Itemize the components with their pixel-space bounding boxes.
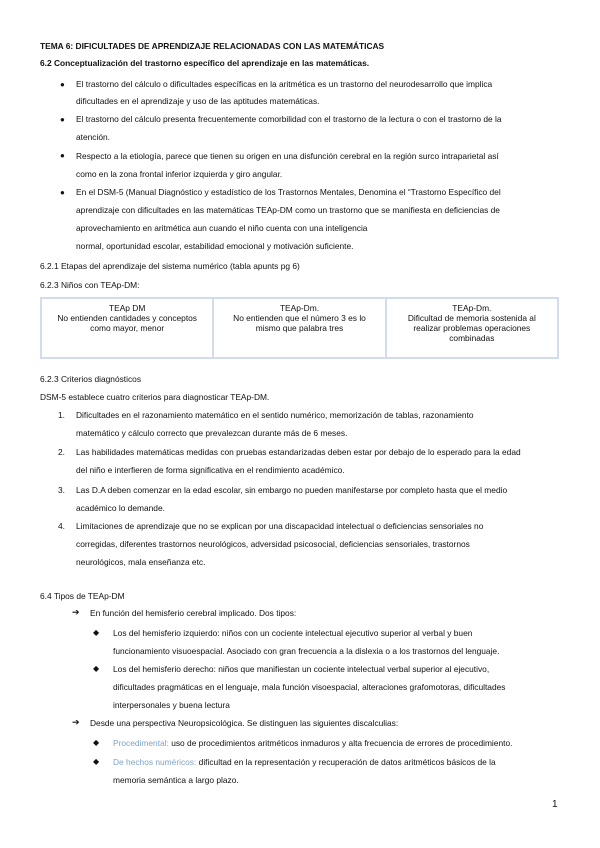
diamond-bullet-icon: ◆ bbox=[93, 628, 100, 637]
hemisferio-izq-line-2: funcionamiento visuoespacial. Asociado con gran frecuencia a la dislexia o a los trastornos del lenguaje. bbox=[113, 646, 500, 656]
diamond-bullet-icon: ◆ bbox=[93, 664, 100, 673]
hechos-numericos-term: De hechos numéricos: bbox=[113, 757, 197, 767]
hechos-numericos-line-2: memoria semántica a largo plazo. bbox=[113, 775, 239, 785]
procedimental-line bbox=[113, 738, 512, 749]
section-6-2-1-title: 6.2.1 Etapas del aprendizaje del sistema numérico (tabla apunts pg 6) bbox=[40, 261, 300, 271]
bullet-icon: ● bbox=[60, 115, 65, 124]
diamond-bullet-icon: ◆ bbox=[93, 738, 100, 747]
teap-table bbox=[40, 297, 559, 359]
criterio-1-line-1: Dificultades en el razonamiento matemático en el sentido numérico, memorización de tablas, razonamiento bbox=[76, 410, 474, 420]
bullet-4-line-2: aprendizaje con dificultades en las matemáticas TEAp-DM como un trastorno que se manifiesta en deficiencias de bbox=[76, 205, 500, 215]
hemisferio-izq-line-1: Los del hemisferio izquierdo: niños con un cociente intelectual ejecutivo superior al verbal y buen bbox=[113, 628, 473, 638]
hemisferio-der-line-2: dificultades pragmáticas en el lenguaje, mala función visoespacial, alteraciones grafomotoras, dificultades bbox=[113, 682, 506, 692]
diamond-bullet-icon: ◆ bbox=[93, 757, 100, 766]
bullet-icon: ● bbox=[60, 80, 65, 89]
hemisferio-der-line-3: interpersonales y buena lectura bbox=[113, 700, 230, 710]
criterio-2-line-2: del niño e interfieren de forma significativa en el rendimiento académico. bbox=[76, 465, 345, 475]
hechos-numericos-desc: dificultad en la representación y recuperación de datos aritméticos básicos de la bbox=[198, 757, 496, 767]
criterio-3-line-2: académico lo demande. bbox=[76, 503, 165, 513]
cell-line: Dificultad de memoria sostenida al bbox=[407, 313, 536, 323]
bullet-4-line-1: En el DSM-5 (Manual Diagnóstico y estadístico de los Trastornos Mentales, Denomina el “Trastorno Específico del bbox=[76, 187, 501, 197]
criterio-4-line-3: neurológicos, mala enseñanza etc. bbox=[76, 557, 206, 567]
bullet-4-line-3: aprovechamiento en aritmética aun cuando el niño cuenta con una inteligencia bbox=[76, 223, 368, 233]
section-6-2-title: 6.2 Conceptualización del trastorno específico del aprendizaje en las matemáticas. bbox=[40, 58, 370, 68]
item-number: 4. bbox=[58, 521, 65, 531]
bullet-1-line-1: El trastorno del cálculo o dificultades específicas en la aritmética es un trastorno del neurodesarrollo que implica bbox=[76, 79, 493, 89]
criterio-1-line-2: matemático y cálculo correcto que prevalezcan durante más de 6 meses. bbox=[76, 428, 348, 438]
cell-head: TEAp-Dm. bbox=[279, 303, 320, 313]
arrow-right-icon: ➔ bbox=[72, 717, 80, 727]
cell-line: realizar problemas operaciones bbox=[413, 323, 531, 333]
cell-line: como mayor, menor bbox=[90, 323, 165, 333]
bullet-3-line-1: Respecto a la etiología, parece que tienen su origen en una disfunción cerebral en la región surco intraparietal así bbox=[76, 151, 499, 161]
bullet-2-line-1: El trastorno del cálculo presenta frecuentemente comorbilidad con el trastorno de la lectura o con el trastorno de la bbox=[76, 114, 502, 124]
page-number: 1 bbox=[552, 799, 558, 810]
neuropsicologica-intro: Desde una perspectiva Neuropsicológica. Se distinguen las siguientes discalculias: bbox=[90, 718, 399, 728]
bullet-1-line-2: dificultades en el aprendizaje y uso de las aptitudes matemáticas. bbox=[76, 96, 320, 106]
cell-head: TEAp DM bbox=[109, 303, 146, 313]
criterios-intro: DSM-5 establece cuatro criterios para diagnosticar TEAp-DM. bbox=[40, 392, 270, 402]
arrow-right-icon: ➔ bbox=[72, 607, 80, 617]
bullet-icon: ● bbox=[60, 188, 65, 197]
item-number: 2. bbox=[58, 447, 65, 457]
table-cell bbox=[41, 298, 213, 358]
procedimental-term: Procedimental: bbox=[113, 738, 169, 748]
criterio-4-line-1: Limitaciones de aprendizaje que no se explican por una discapacidad intelectual o deficiencias sensoriales no bbox=[76, 521, 484, 531]
item-number: 1. bbox=[58, 410, 65, 420]
cell-line: No entienden cantidades y conceptos bbox=[57, 313, 197, 323]
table-cell bbox=[213, 298, 385, 358]
cell-line: No entienden que el número 3 es lo bbox=[233, 313, 366, 323]
bullet-4-line-4: normal, oportunidad escolar, estabilidad emocional y motivación suficiente. bbox=[76, 241, 354, 251]
procedimental-desc: uso de procedimientos aritméticos inmaduros y alta frecuencia de errores de procedimiento. bbox=[171, 738, 513, 748]
table-cell bbox=[386, 298, 558, 358]
bullet-2-line-2: atención. bbox=[76, 132, 110, 142]
bullet-icon: ● bbox=[60, 151, 65, 160]
section-6-2-3-ninos-title: 6.2.3 Niños con TEAp-DM: bbox=[40, 280, 140, 290]
criterio-2-line-1: Las habilidades matemáticas medidas con pruebas estandarizadas deben estar por debajo de lo esperado para la edad bbox=[76, 447, 521, 457]
hechos-numericos-line bbox=[113, 757, 496, 768]
hemisferio-der-line-1: Los del hemisferio derecho: niños que manifiestan un cociente intelectual verbal superior al ejecutivo, bbox=[113, 664, 490, 674]
page-heading: TEMA 6: DIFICULTADES DE APRENDIZAJE RELACIONADAS CON LAS MATEMÁTICAS bbox=[40, 41, 385, 51]
tipo-hemisferio-intro: En función del hemisferio cerebral implicado. Dos tipos: bbox=[90, 608, 297, 618]
cell-head: TEAp-Dm. bbox=[452, 303, 492, 313]
criterio-4-line-2: corregidas, diferentes trastornos neurológicos, adversidad psicosocial, deficiencias sensoriales, trastornos bbox=[76, 539, 470, 549]
cell-line: mismo que palabra tres bbox=[255, 323, 344, 333]
section-criterios-title: 6.2.3 Criterios diagnósticos bbox=[40, 374, 142, 384]
section-6-4-title: 6.4 Tipos de TEAp-DM bbox=[40, 591, 125, 601]
bullet-3-line-2: como en la zona frontal inferior izquierda y giro angular. bbox=[76, 169, 283, 179]
criterio-3-line-1: Las D.A deben comenzar en la edad escolar, sin embargo no pueden manifestarse por completo hasta que el medio bbox=[76, 485, 508, 495]
item-number: 3. bbox=[58, 485, 65, 495]
cell-line: combinadas bbox=[449, 333, 495, 343]
